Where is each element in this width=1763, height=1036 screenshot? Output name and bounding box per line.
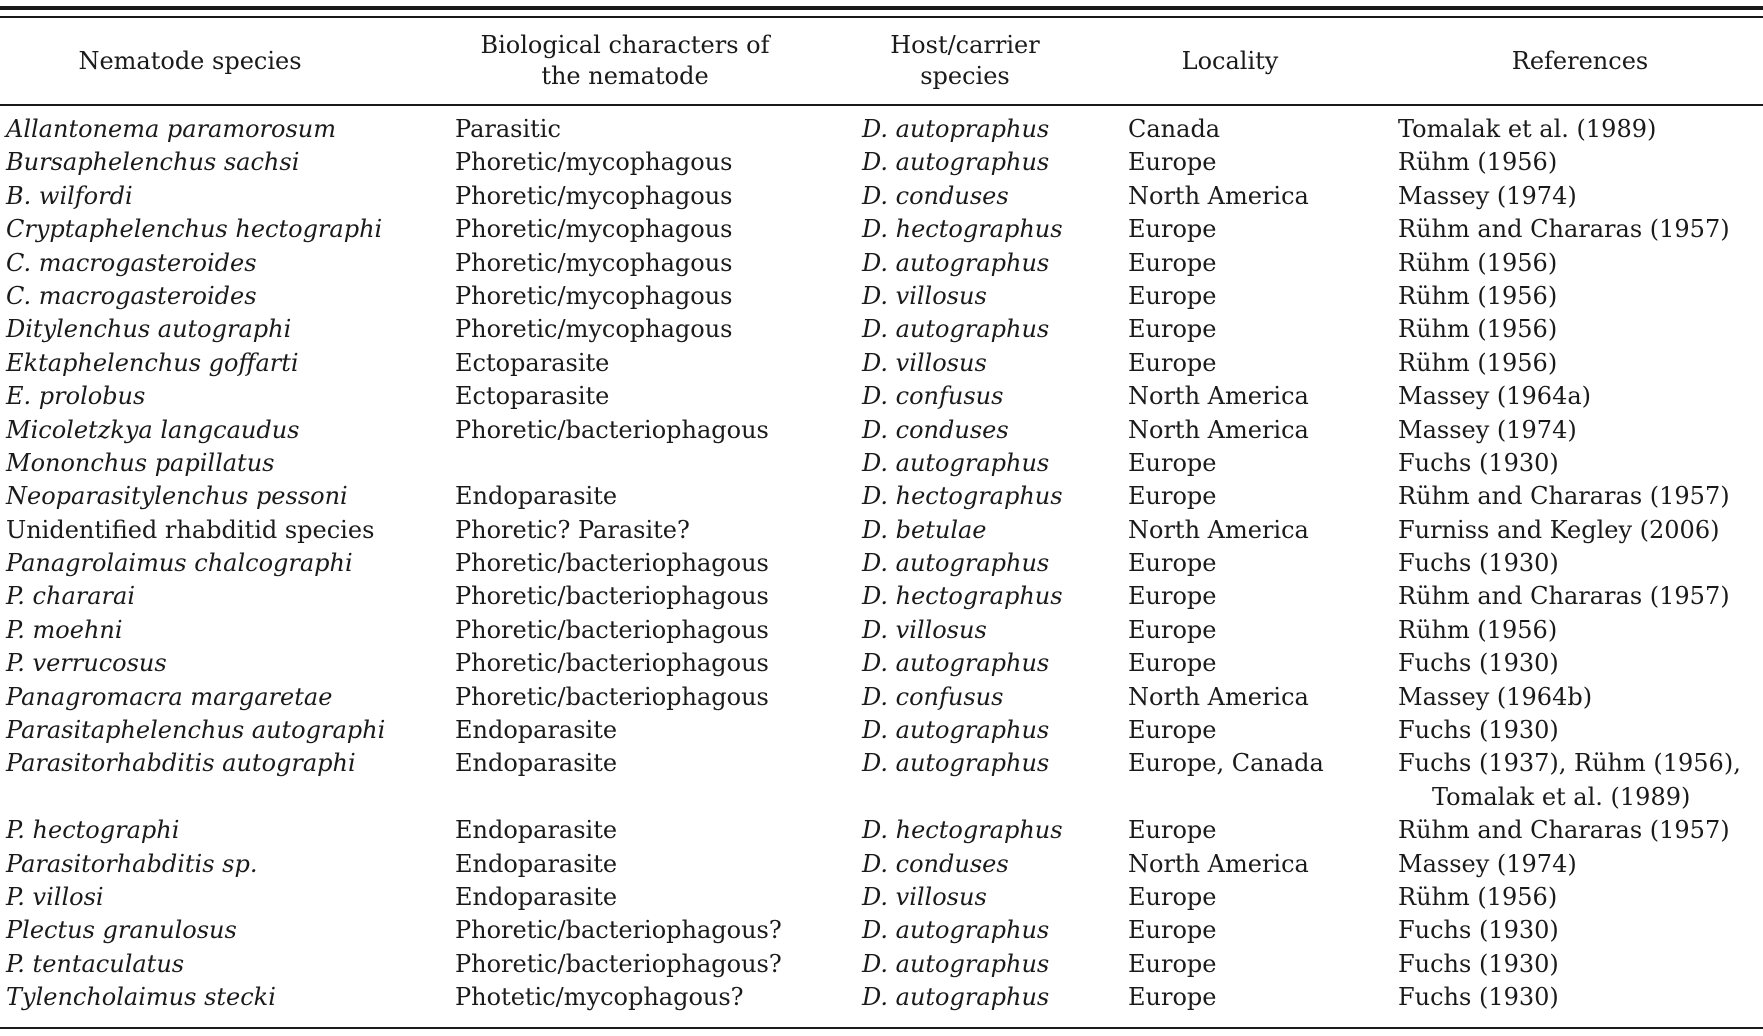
- cell-locality: Europe: [1128, 215, 1217, 244]
- cell-reference: [1398, 580, 1730, 613]
- cell-locality: Europe: [1128, 248, 1217, 277]
- cell-reference: [1398, 747, 1741, 814]
- reference-text: Rühm (1956): [1398, 883, 1558, 911]
- cell-host-species: D. betulae: [862, 515, 987, 544]
- cell-nematode-species: Plectus granulosus: [6, 916, 237, 945]
- cell-nematode-species: Tylencholaimus stecki: [6, 983, 276, 1012]
- cell-locality: Europe: [1128, 816, 1217, 845]
- table-row: [0, 614, 1763, 647]
- cell-host-species: D. villosus: [862, 281, 987, 310]
- cell-nematode-species: E. prolobus: [6, 382, 146, 411]
- cell-nematode-species: P. tentaculatus: [6, 949, 185, 978]
- reference-text: Massey (1974): [1398, 849, 1577, 878]
- header-biological-characters: Biological characters of the nematode: [480, 31, 770, 90]
- cell-host-species: D. confusus: [862, 382, 1004, 411]
- cell-nematode-species: Micoletzkya langcaudus: [6, 415, 300, 444]
- cell-host-species: D. villosus: [862, 615, 987, 644]
- cell-locality: North America: [1128, 382, 1309, 411]
- cell-host-species: D. autographus: [862, 716, 1050, 745]
- cell-host-species: D. autographus: [862, 248, 1050, 277]
- cell-reference: [1398, 113, 1656, 146]
- cell-locality: Europe: [1128, 348, 1217, 377]
- cell-host-species: D. autographus: [862, 549, 1050, 578]
- cell-host-species: D. autographus: [862, 448, 1050, 477]
- reference-text: Fuchs (1937), Rühm (1956),: [1398, 749, 1741, 778]
- cell-nematode-species: P. villosi: [6, 883, 104, 911]
- cell-host-species: D. autographus: [862, 916, 1050, 945]
- cell-nematode-species: Ektaphelenchus goffarti: [6, 348, 299, 377]
- cell-biological-character: Phoretic/bacteriophagous?: [455, 916, 782, 945]
- reference-text: Fuchs (1930): [1398, 983, 1559, 1012]
- cell-nematode-species: Parasitorhabditis sp.: [6, 849, 258, 878]
- cell-locality: Canada: [1128, 115, 1221, 143]
- reference-text: Fuchs (1930): [1398, 949, 1559, 978]
- cell-locality: Europe: [1128, 649, 1217, 678]
- cell-host-species: D. autographus: [862, 983, 1050, 1012]
- cell-biological-character: Endoparasite: [455, 883, 618, 911]
- table-row: [0, 113, 1763, 146]
- table-row: [0, 981, 1763, 1014]
- cell-biological-character: Phoretic/mycophagous: [455, 248, 733, 277]
- cell-nematode-species: Cryptaphelenchus hectographi: [6, 215, 383, 244]
- reference-text: Fuchs (1930): [1398, 649, 1559, 678]
- cell-reference: [1398, 213, 1730, 246]
- cell-nematode-species: P. hectographi: [6, 816, 180, 845]
- reference-text: Massey (1974): [1398, 181, 1577, 210]
- cell-reference: [1398, 180, 1577, 213]
- reference-text: Massey (1964a): [1398, 382, 1592, 411]
- cell-reference: [1398, 814, 1730, 847]
- cell-nematode-species: Panagrolaimus chalcographi: [6, 549, 353, 578]
- table-row: [0, 247, 1763, 280]
- header-references: References: [1511, 46, 1649, 75]
- cell-host-species: D. villosus: [862, 883, 987, 911]
- top-rule-thick: [0, 6, 1763, 10]
- cell-locality: North America: [1128, 415, 1309, 444]
- cell-nematode-species: Mononchus papillatus: [6, 448, 275, 477]
- cell-locality: Europe: [1128, 883, 1217, 911]
- cell-reference: [1398, 313, 1557, 346]
- cell-locality: Europe: [1128, 716, 1217, 745]
- cell-reference: [1398, 480, 1730, 513]
- table-row: [0, 380, 1763, 413]
- cell-biological-character: Ectoparasite: [455, 382, 610, 411]
- cell-host-species: D. autographus: [862, 949, 1050, 978]
- table-row: [0, 580, 1763, 613]
- cell-reference: [1398, 247, 1557, 280]
- cell-reference: [1398, 280, 1557, 313]
- cell-biological-character: Photetic/mycophagous?: [455, 983, 744, 1012]
- table-row: [0, 280, 1763, 313]
- cell-biological-character: Ectoparasite: [455, 348, 610, 377]
- cell-nematode-species: P. verrucosus: [6, 649, 167, 678]
- cell-biological-character: Phoretic/bacteriophagous: [455, 682, 769, 711]
- table-row: [0, 914, 1763, 947]
- table-row: [0, 714, 1763, 747]
- cell-nematode-species: P. moehni: [6, 615, 123, 644]
- table-row: [0, 213, 1763, 246]
- reference-text: Rühm (1956): [1398, 348, 1558, 377]
- cell-locality: Europe: [1128, 315, 1217, 344]
- reference-text: Fuchs (1930): [1398, 916, 1559, 945]
- table-row: [0, 447, 1763, 480]
- cell-host-species: D. autographus: [862, 649, 1050, 678]
- reference-text: Massey (1974): [1398, 415, 1577, 444]
- cell-reference: [1398, 614, 1557, 647]
- cell-nematode-species: Parasitaphelenchus autographi: [6, 716, 386, 745]
- cell-reference: [1398, 914, 1559, 947]
- cell-reference: [1398, 414, 1577, 447]
- cell-nematode-species: Ditylenchus autographi: [6, 315, 292, 344]
- cell-reference: [1398, 447, 1559, 480]
- cell-locality: Europe, Canada: [1128, 749, 1324, 778]
- cell-reference: [1398, 681, 1592, 714]
- cell-locality: Europe: [1128, 549, 1217, 578]
- cell-locality: Europe: [1128, 615, 1217, 644]
- cell-biological-character: Endoparasite: [455, 849, 618, 878]
- table-row: [0, 146, 1763, 179]
- cell-locality: North America: [1128, 849, 1309, 878]
- reference-text-continued: Tomalak et al. (1989): [1432, 782, 1691, 811]
- reference-text: Rühm (1956): [1398, 148, 1558, 177]
- table-row: [0, 547, 1763, 580]
- reference-text: Fuchs (1930): [1398, 549, 1559, 578]
- table-row: [0, 514, 1763, 547]
- reference-text: Rühm and Chararas (1957): [1398, 482, 1730, 511]
- reference-text: Rühm and Chararas (1957): [1398, 215, 1730, 244]
- cell-reference: [1398, 146, 1557, 179]
- cell-reference: [1398, 714, 1559, 747]
- reference-text: Fuchs (1930): [1398, 448, 1559, 477]
- cell-host-species: D. confusus: [862, 682, 1004, 711]
- cell-biological-character: Phoretic/bacteriophagous: [455, 615, 769, 644]
- table-row: [0, 814, 1763, 847]
- cell-locality: Europe: [1128, 148, 1217, 177]
- cell-nematode-species: Unidentified rhabditid species: [6, 515, 375, 544]
- table-row: [0, 647, 1763, 680]
- cell-host-species: D. autographus: [862, 749, 1050, 778]
- header-host-carrier-species: Host/carrier species: [890, 31, 1040, 90]
- cell-reference: [1398, 981, 1559, 1014]
- cell-reference: [1398, 948, 1559, 981]
- reference-text: Rühm (1956): [1398, 281, 1558, 310]
- reference-text: Tomalak et al. (1989): [1398, 115, 1657, 143]
- cell-nematode-species: C. macrogasteroides: [6, 248, 257, 277]
- cell-host-species: D. hectographus: [862, 582, 1063, 611]
- cell-biological-character: Endoparasite: [455, 816, 618, 845]
- cell-nematode-species: Bursaphelenchus sachsi: [6, 148, 300, 177]
- reference-text: Rühm and Chararas (1957): [1398, 816, 1730, 845]
- header-locality: Locality: [1181, 46, 1279, 75]
- cell-locality: Europe: [1128, 281, 1217, 310]
- reference-text: Rühm (1956): [1398, 615, 1558, 644]
- cell-nematode-species: Panagromacra margaretae: [6, 682, 333, 711]
- cell-reference: [1398, 881, 1557, 914]
- top-rule-thin: [0, 16, 1763, 18]
- cell-host-species: D. hectographus: [862, 482, 1063, 511]
- header-rule: [0, 104, 1763, 106]
- table-row: [0, 414, 1763, 447]
- cell-biological-character: Parasitic: [455, 115, 561, 143]
- table-body: [0, 113, 1763, 1015]
- cell-biological-character: Endoparasite: [455, 716, 618, 745]
- table-row: [0, 180, 1763, 213]
- cell-biological-character: Phoretic/mycophagous: [455, 181, 733, 210]
- cell-host-species: D. autographus: [862, 148, 1050, 177]
- cell-locality: North America: [1128, 515, 1309, 544]
- cell-reference: [1398, 347, 1557, 380]
- cell-biological-character: Phoretic/mycophagous: [455, 148, 733, 177]
- table-row: [0, 948, 1763, 981]
- cell-locality: Europe: [1128, 916, 1217, 945]
- cell-biological-character: Phoretic? Parasite?: [455, 515, 690, 544]
- cell-biological-character: Phoretic/bacteriophagous: [455, 549, 769, 578]
- cell-biological-character: Phoretic/mycophagous: [455, 281, 733, 310]
- cell-host-species: D. conduses: [862, 181, 1009, 210]
- cell-reference: [1398, 848, 1577, 881]
- cell-nematode-species: B. wilfordi: [6, 181, 133, 210]
- cell-host-species: D. conduses: [862, 415, 1009, 444]
- cell-nematode-species: C. macrogasteroides: [6, 281, 257, 310]
- cell-host-species: D. hectographus: [862, 215, 1063, 244]
- cell-biological-character: Phoretic/mycophagous: [455, 215, 733, 244]
- bottom-rule: [0, 1027, 1763, 1029]
- cell-biological-character: Endoparasite: [455, 482, 618, 511]
- cell-nematode-species: P. chararai: [6, 582, 135, 611]
- cell-biological-character: Phoretic/bacteriophagous?: [455, 949, 782, 978]
- reference-text: Rühm (1956): [1398, 248, 1558, 277]
- table-row: [0, 313, 1763, 346]
- table-row: [0, 347, 1763, 380]
- cell-reference: [1398, 380, 1591, 413]
- table-row: [0, 480, 1763, 513]
- reference-text: Rühm and Chararas (1957): [1398, 582, 1730, 611]
- cell-host-species: D. villosus: [862, 348, 987, 377]
- cell-host-species: D. hectographus: [862, 816, 1063, 845]
- cell-biological-character: Phoretic/bacteriophagous: [455, 582, 769, 611]
- cell-nematode-species: Allantonema paramorosum: [6, 115, 337, 143]
- table-row: [0, 881, 1763, 914]
- cell-host-species: D. conduses: [862, 849, 1009, 878]
- cell-locality: Europe: [1128, 582, 1217, 611]
- cell-reference: [1398, 647, 1559, 680]
- table-row: [0, 848, 1763, 881]
- cell-locality: North America: [1128, 682, 1309, 711]
- cell-nematode-species: Neoparasitylenchus pessoni: [6, 482, 348, 511]
- table-row: [0, 681, 1763, 714]
- cell-biological-character: Phoretic/mycophagous: [455, 315, 733, 344]
- reference-text: Massey (1964b): [1398, 682, 1593, 711]
- cell-host-species: D. autopraphus: [862, 115, 1050, 143]
- reference-text: Rühm (1956): [1398, 315, 1558, 344]
- cell-biological-character: Phoretic/bacteriophagous: [455, 415, 769, 444]
- table-row: [0, 747, 1763, 814]
- cell-locality: Europe: [1128, 949, 1217, 978]
- cell-reference: [1398, 514, 1719, 547]
- reference-text: Fuchs (1930): [1398, 716, 1559, 745]
- cell-biological-character: Endoparasite: [455, 749, 618, 778]
- header-nematode-species: Nematode species: [78, 46, 302, 75]
- reference-text: Furniss and Kegley (2006): [1398, 515, 1720, 544]
- cell-locality: Europe: [1128, 482, 1217, 511]
- cell-locality: Europe: [1128, 448, 1217, 477]
- cell-locality: Europe: [1128, 983, 1217, 1012]
- cell-host-species: D. autographus: [862, 315, 1050, 344]
- cell-biological-character: Phoretic/bacteriophagous: [455, 649, 769, 678]
- cell-locality: North America: [1128, 181, 1309, 210]
- cell-nematode-species: Parasitorhabditis autographi: [6, 749, 356, 778]
- cell-reference: [1398, 547, 1559, 580]
